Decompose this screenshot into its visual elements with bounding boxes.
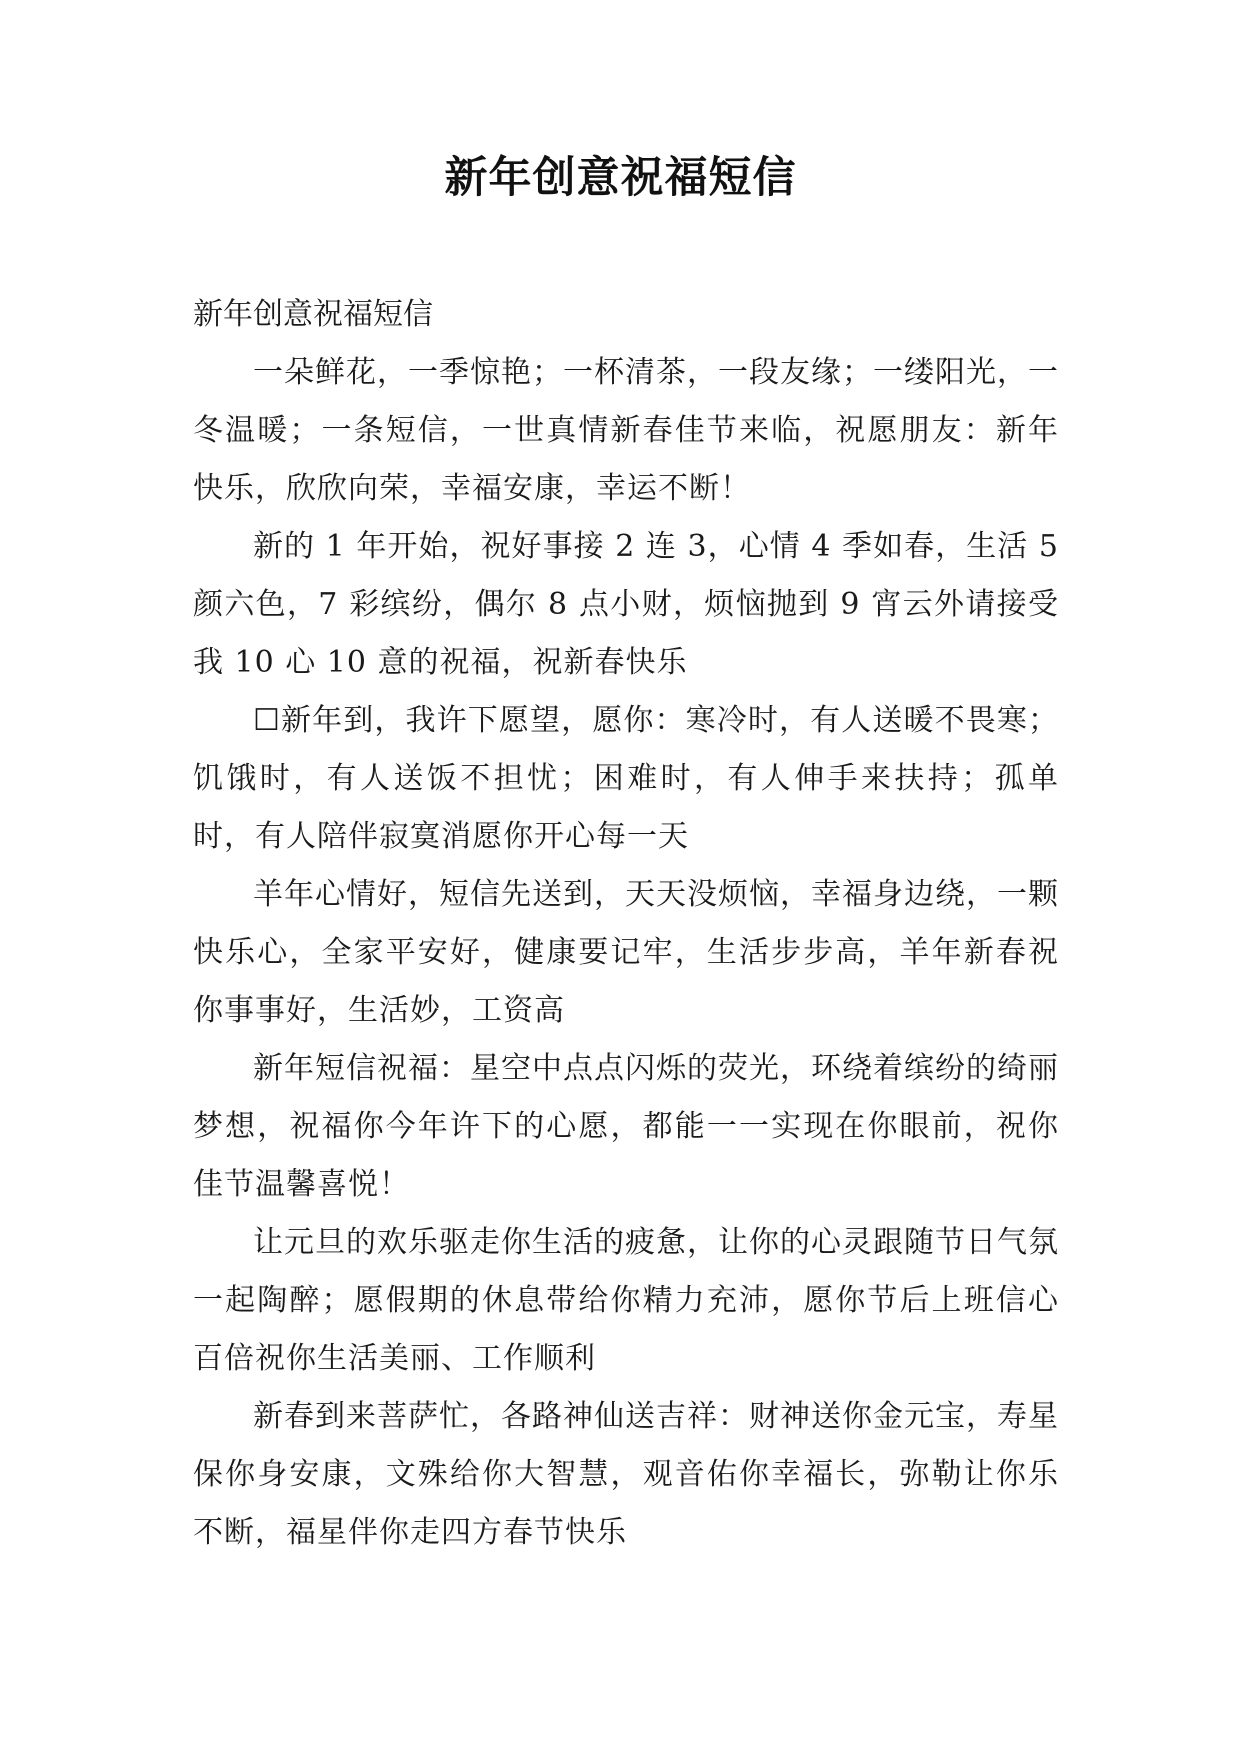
paragraph-1: 一朵鲜花，一季惊艳；一杯清茶，一段友缘；一缕阳光，一冬温暖；一条短信，一世真情新春佳节来临，祝愿朋友：新年快乐，欣欣向荣，幸福安康，幸运不断！ bbox=[193, 355, 1059, 506]
paragraph-7: 新春到来菩萨忙，各路神仙送吉祥：财神送你金元宝，寿星保你身安康，文殊给你大智慧，观音佑你幸福长，弥勒让你乐不断，福星伴你走四方春节快乐 bbox=[193, 1399, 1059, 1550]
paragraph-4: 羊年心情好，短信先送到，天天没烦恼，幸福身边绕，一颗快乐心，全家平安好，健康要记牢，生活步步高，羊年新春祝你事事好，生活妙，工资高 bbox=[193, 877, 1059, 1028]
document-subtitle: 新年创意祝福短信 bbox=[193, 297, 433, 332]
paragraph-5: 新年短信祝福：星空中点点闪烁的荧光，环绕着缤纷的绮丽梦想，祝福你今年许下的心愿，都能一一实现在你眼前，祝你佳节温馨喜悦！ bbox=[193, 1051, 1059, 1202]
document-title: 新年创意祝福短信 bbox=[444, 153, 797, 203]
document-body bbox=[193, 286, 1059, 1562]
paragraph-6: 让元旦的欢乐驱走你生活的疲惫，让你的心灵跟随节日气氛一起陶醉；愿假期的休息带给你精力充沛，愿你节后上班信心百倍祝你生活美丽、工作顺利 bbox=[193, 1225, 1059, 1376]
paragraph-2: 新的 1 年开始，祝好事接 2 连 3，心情 4 季如春，生活 5 颜六色，7 彩缤纷，偶尔 8 点小财，烦恼抛到 9 宵云外请接受我 10 心 10 意的祝福，祝新春快乐 bbox=[193, 529, 1059, 680]
paragraph-3: ☐新年到，我许下愿望，愿你：寒冷时，有人送暖不畏寒；饥饿时，有人送饭不担忧；困难时，有人伸手来扶持；孤单时，有人陪伴寂寞消愿你开心每一天 bbox=[193, 703, 1059, 854]
